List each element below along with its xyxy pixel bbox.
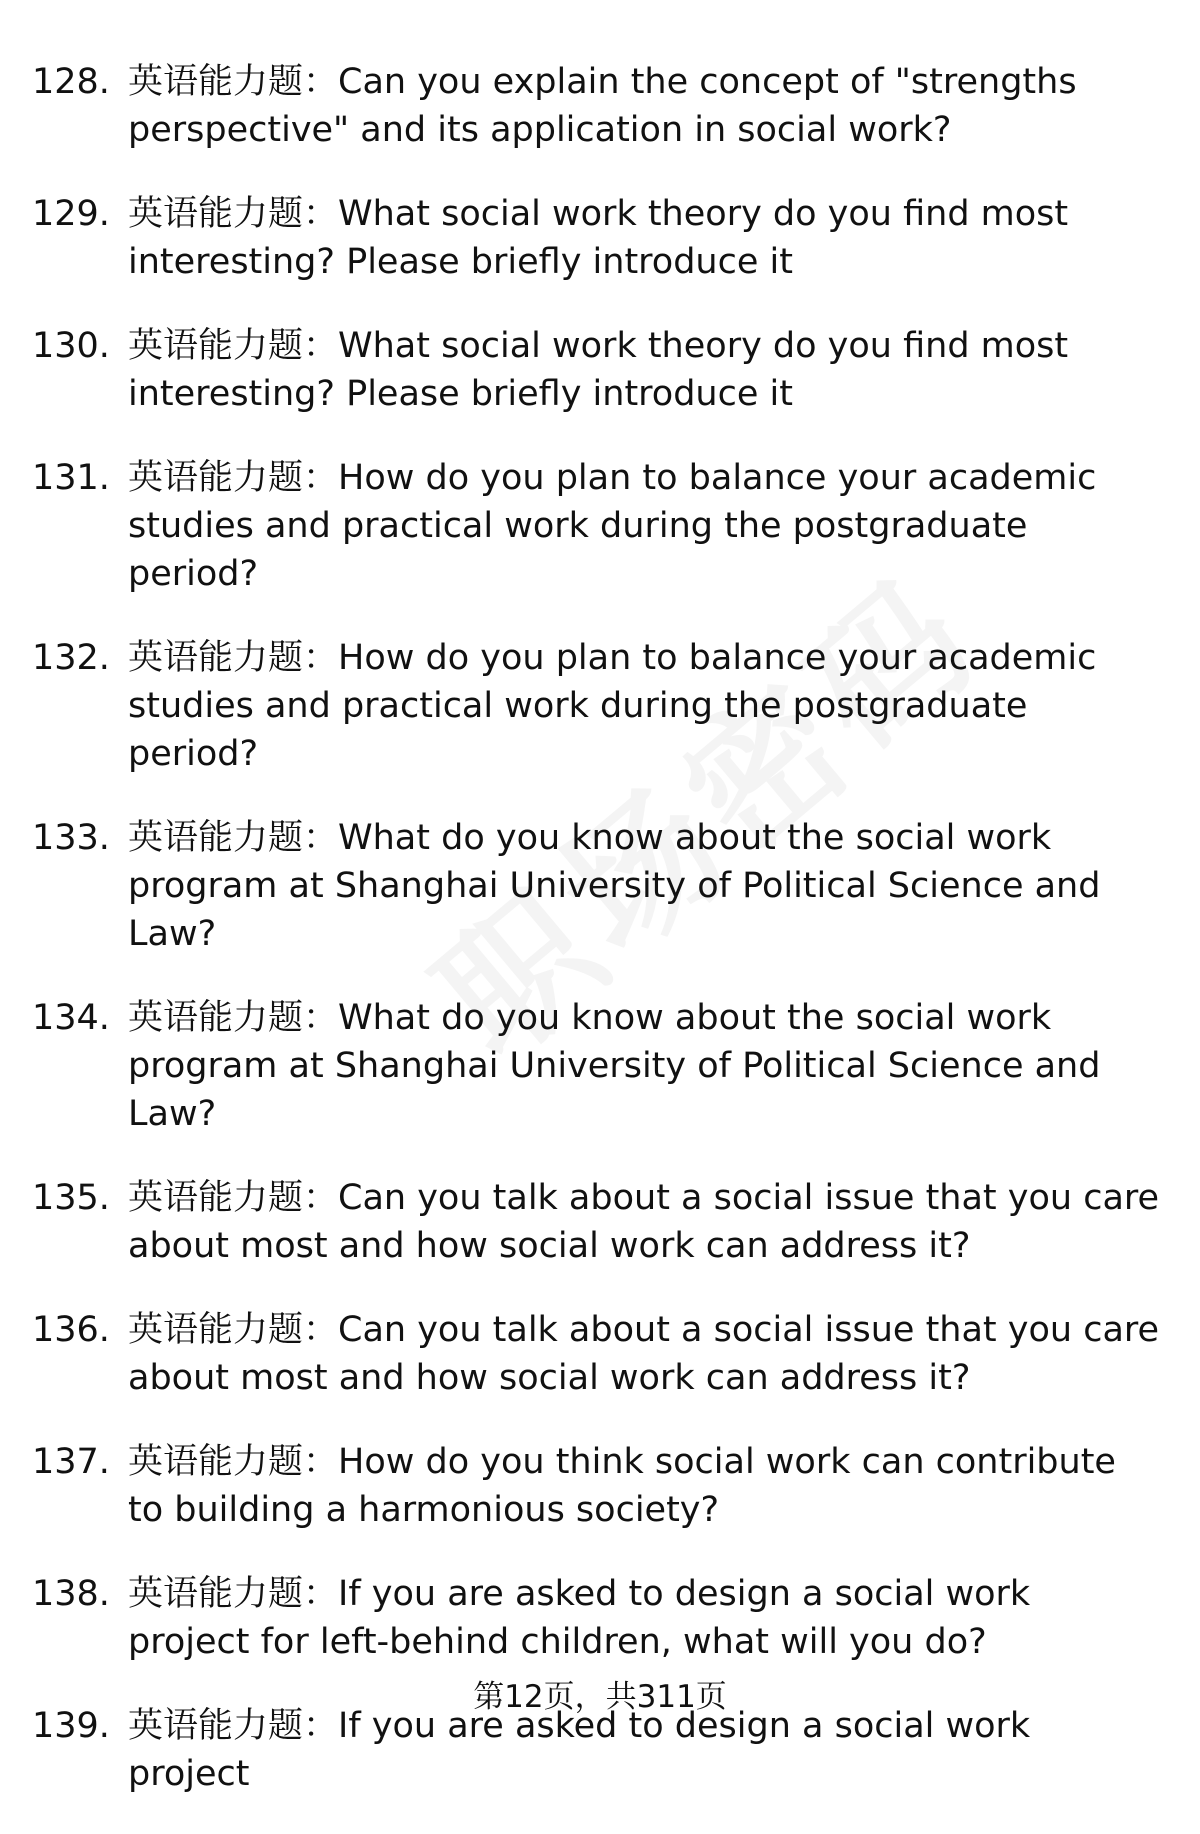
question-category: 英语能力题： (128, 1178, 339, 1218)
question-text: Can you talk about a social issue that you care about most and how social work can address it? (128, 1178, 1160, 1266)
question-number: 129. (32, 194, 110, 234)
question-number: 136. (32, 1310, 110, 1350)
list-item (0, 814, 1200, 958)
question-text: What do you know about the social work program at Shanghai University of Political Science and Law? (128, 818, 1101, 954)
question-number: 133. (32, 818, 110, 858)
question-number: 132. (32, 638, 110, 678)
question-category: 英语能力题： (128, 818, 339, 858)
question-text: How do you plan to balance your academic studies and practical work during the postgraduate period? (128, 638, 1097, 774)
question-category: 英语能力题： (128, 1706, 339, 1746)
question-text: What do you know about the social work program at Shanghai University of Political Science and Law? (128, 998, 1101, 1134)
question-category: 英语能力题： (128, 1442, 339, 1482)
question-category: 英语能力题： (128, 638, 339, 678)
question-text: What social work theory do you find most interesting? Please briefly introduce it (128, 326, 1069, 414)
list-item (0, 322, 1200, 418)
question-number: 128. (32, 62, 110, 102)
question-number: 138. (32, 1574, 110, 1614)
question-text: Can you explain the concept of "strengths perspective" and its application in social work? (128, 62, 1077, 150)
question-category: 英语能力题： (128, 326, 339, 366)
question-text: Can you talk about a social issue that you care about most and how social work can address it? (128, 1310, 1160, 1398)
question-text: How do you think social work can contribute to building a harmonious society? (128, 1442, 1116, 1530)
question-text: If you are asked to design a social work project for left-behind children, what will you do? (128, 1574, 1031, 1662)
question-number: 137. (32, 1442, 110, 1482)
question-category: 英语能力题： (128, 458, 339, 498)
list-item (0, 58, 1200, 154)
list-item (0, 994, 1200, 1138)
question-number: 131. (32, 458, 110, 498)
page-footer: 第12页，共311页 (473, 1679, 727, 1715)
list-item (0, 1570, 1200, 1666)
question-category: 英语能力题： (128, 194, 339, 234)
list-item (0, 454, 1200, 598)
question-text: How do you plan to balance your academic studies and practical work during the postgraduate period? (128, 458, 1097, 594)
question-number: 134. (32, 998, 110, 1038)
list-item (0, 1174, 1200, 1270)
list-item (0, 1306, 1200, 1402)
question-category: 英语能力题： (128, 998, 339, 1038)
question-number: 139. (32, 1706, 110, 1746)
question-number: 135. (32, 1178, 110, 1218)
list-item (0, 190, 1200, 286)
question-text: What social work theory do you find most interesting? Please briefly introduce it (128, 194, 1069, 282)
list-item (0, 1438, 1200, 1534)
question-category: 英语能力题： (128, 1310, 339, 1350)
question-category: 英语能力题： (128, 62, 339, 102)
list-item (0, 634, 1200, 778)
question-category: 英语能力题： (128, 1574, 339, 1614)
question-number: 130. (32, 326, 110, 366)
question-list (0, 58, 1200, 1834)
question-text: If you are asked to design a social work project (128, 1706, 1031, 1794)
